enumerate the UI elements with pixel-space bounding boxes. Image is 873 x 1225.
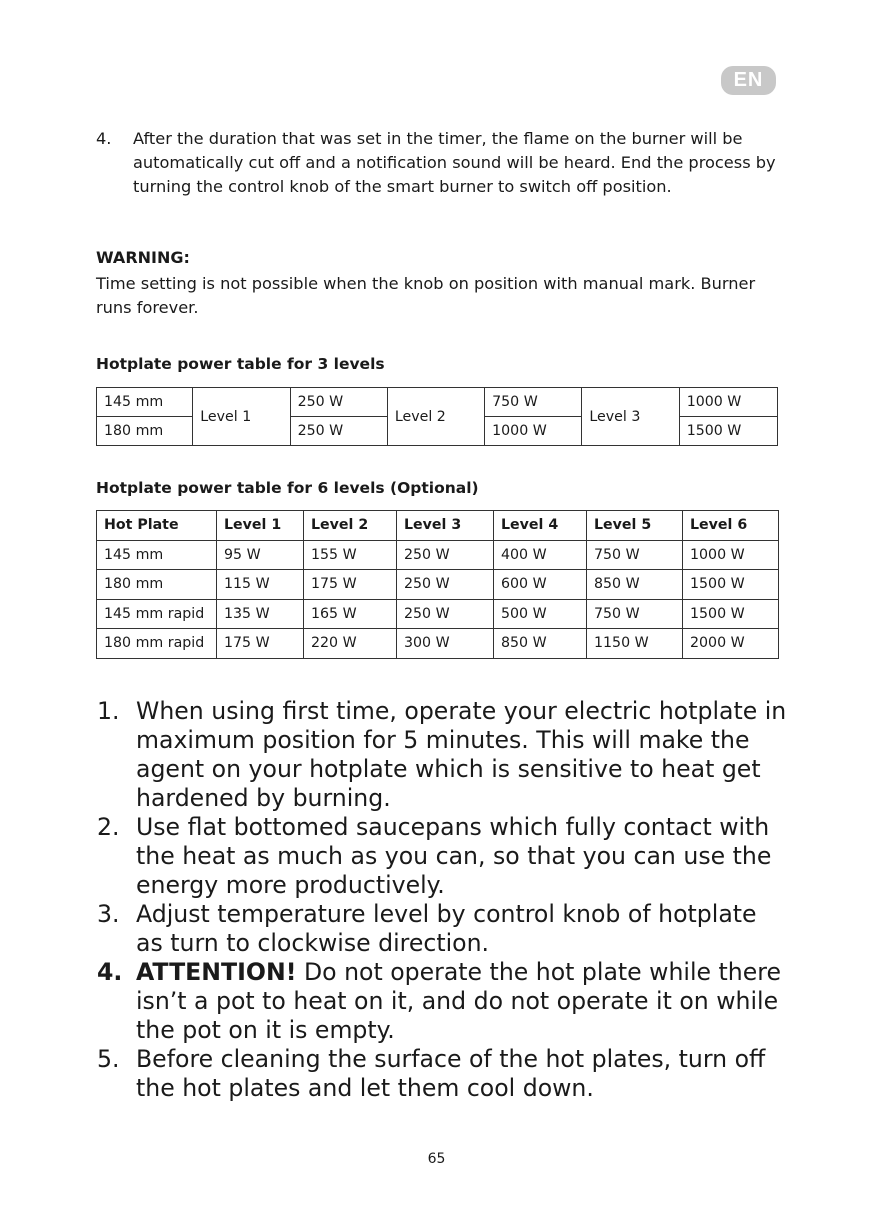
table-cell: Level 3 <box>582 388 679 446</box>
table-row <box>97 599 779 629</box>
table-cell: 1000 W <box>683 540 779 570</box>
list-item-number: 3. <box>97 900 120 928</box>
table-cell: 1150 W <box>587 629 683 659</box>
table-cell: 145 mm <box>97 540 217 570</box>
table-cell: 400 W <box>494 540 587 570</box>
list-item-text: Adjust temperature level by control knob of hotplate as turn to clockwise direction. <box>136 900 757 957</box>
table-cell: 750 W <box>587 599 683 629</box>
list-item-text: Before cleaning the surface of the hot plates, turn off the hot plates and let them cool down. <box>136 1045 766 1102</box>
table-row <box>97 629 779 659</box>
column-header: Hot Plate <box>97 511 217 541</box>
instruction-list <box>97 697 787 1103</box>
table-header-row <box>97 511 779 541</box>
table-row <box>97 388 778 417</box>
table-cell: 180 mm <box>97 570 217 600</box>
table-cell: 180 mm rapid <box>97 629 217 659</box>
table-cell: 1000 W <box>679 388 777 417</box>
table-cell: 850 W <box>587 570 683 600</box>
list-item-number: 4. <box>97 958 123 986</box>
table-row <box>97 570 779 600</box>
table-cell: 1500 W <box>679 417 777 446</box>
list-item-number: 5. <box>97 1045 120 1073</box>
table6-title: Hotplate power table for 6 levels (Optional) <box>96 479 479 497</box>
list-item <box>97 1045 787 1103</box>
table-cell: Level 1 <box>193 388 290 446</box>
table-cell: 145 mm <box>97 388 193 417</box>
power-table-3-levels <box>96 387 778 446</box>
column-header: Level 3 <box>397 511 494 541</box>
list-item-text: When using first time, operate your electric hotplate in maximum position for 5 minutes. This will make the agent on your hotplate which is sensitive to heat get hardened by burning. <box>136 697 787 812</box>
list-item-text: Use flat bottomed saucepans which fully contact with the heat as much as you can, so that you can use the energy more productively. <box>136 813 772 899</box>
page-number: 65 <box>427 1151 446 1167</box>
list-item-number: 1. <box>97 697 120 725</box>
table-cell: Level 2 <box>387 388 484 446</box>
list-item <box>97 958 787 1045</box>
warning-text: Time setting is not possible when the knob on position with manual mark. Burner runs forever. <box>96 274 756 317</box>
list-item-number: 2. <box>97 813 120 841</box>
table-cell: 250 W <box>290 417 387 446</box>
table-cell: 175 W <box>217 629 304 659</box>
column-header: Level 5 <box>587 511 683 541</box>
column-header: Level 4 <box>494 511 587 541</box>
table-cell: 600 W <box>494 570 587 600</box>
table-cell: 145 mm rapid <box>97 599 217 629</box>
table-cell: 2000 W <box>683 629 779 659</box>
column-header: Level 1 <box>217 511 304 541</box>
list-item <box>97 900 787 958</box>
table-cell: 850 W <box>494 629 587 659</box>
table-cell: 750 W <box>587 540 683 570</box>
list-item <box>97 697 787 813</box>
warning-title: WARNING: <box>96 248 190 267</box>
table-cell: 1000 W <box>485 417 582 446</box>
step-4-paragraph <box>96 127 776 200</box>
table-row <box>97 540 779 570</box>
list-item <box>97 813 787 900</box>
table-cell: 220 W <box>304 629 397 659</box>
table-cell: 300 W <box>397 629 494 659</box>
table-cell: 750 W <box>485 388 582 417</box>
table-cell: 155 W <box>304 540 397 570</box>
column-header: Level 6 <box>683 511 779 541</box>
table-cell: 250 W <box>397 570 494 600</box>
power-table-6-levels <box>96 510 779 659</box>
table-cell: 180 mm <box>97 417 193 446</box>
table-cell: 1500 W <box>683 599 779 629</box>
table-cell: 115 W <box>217 570 304 600</box>
language-badge: EN <box>721 66 776 95</box>
table-cell: 165 W <box>304 599 397 629</box>
table-cell: 1500 W <box>683 570 779 600</box>
table-cell: 95 W <box>217 540 304 570</box>
table-cell: 250 W <box>397 599 494 629</box>
table-cell: 175 W <box>304 570 397 600</box>
table-cell: 135 W <box>217 599 304 629</box>
step-4-number: 4. <box>96 129 112 148</box>
column-header: Level 2 <box>304 511 397 541</box>
table-cell: 250 W <box>397 540 494 570</box>
table3-title: Hotplate power table for 3 levels <box>96 355 385 373</box>
list-item-text: Do not operate the hot plate while there isn’t a pot to heat on it, and do not operate it on while the pot on it is empty. <box>136 958 781 1044</box>
table-cell: 250 W <box>290 388 387 417</box>
attention-label: ATTENTION! <box>136 958 297 986</box>
step-4-text: After the duration that was set in the timer, the flame on the burner will be automatically cut off and a notification sound will be heard. End the process by turning the control knob of the smart burner to switch off position. <box>133 129 776 197</box>
table-cell: 500 W <box>494 599 587 629</box>
